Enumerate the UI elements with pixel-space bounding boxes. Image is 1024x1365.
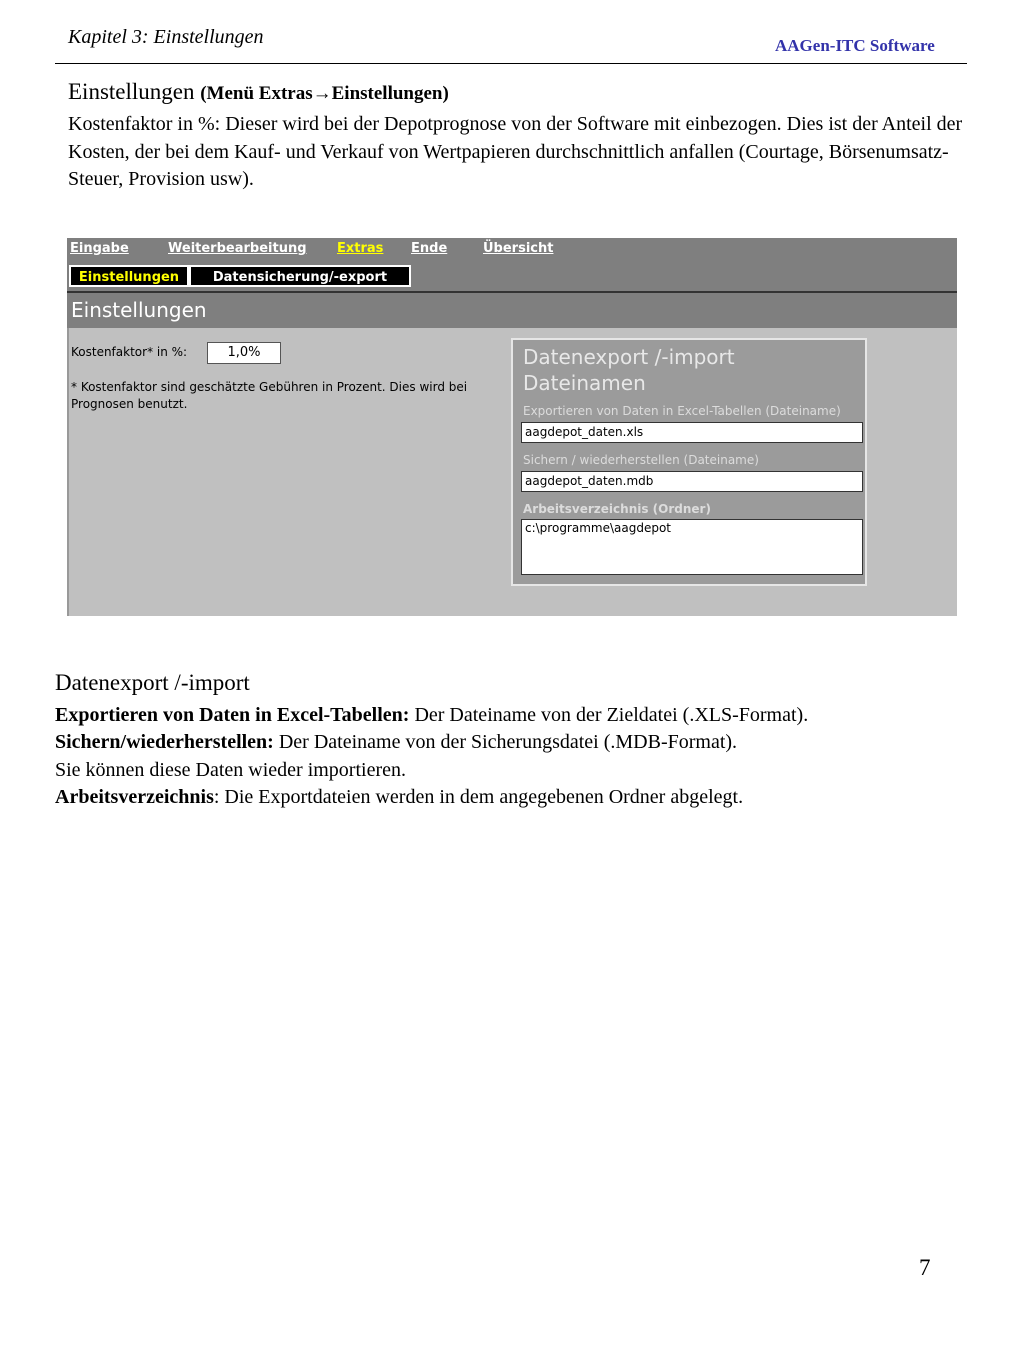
paragraph-import: Sie können diese Daten wieder importieren. <box>55 758 406 781</box>
backup-label: Sichern / wiederherstellen (Dateiname) <box>523 453 759 467</box>
app-screenshot <box>67 238 957 616</box>
menu-ende[interactable]: Ende <box>411 241 448 256</box>
left-edge <box>67 328 69 616</box>
kosten-input[interactable]: 1,0% <box>207 342 281 364</box>
term-folder: Arbeitsverzeichnis <box>55 785 214 808</box>
panel-title <box>523 344 735 396</box>
chapter-title: Kapitel 3: Einstellungen <box>68 26 264 48</box>
term-export: Exportieren von Daten in Excel-Tabellen: <box>55 704 410 726</box>
intro-paragraph: Kostenfaktor in %: Dieser wird bei der Depotprognose von der Software mit einbezogen. Dies ist der Anteil der Kosten, der bei dem Kauf- und Verkauf von Wertpapieren durchschnittlich anfallen (Courtage, Börsenumsatz-Steuer, Provision usw). <box>68 113 963 190</box>
paragraph-export <box>55 702 975 729</box>
text-backup: Der Dateiname von der Sicherungsdatei (.MDB-Format). <box>273 731 738 754</box>
header-rule <box>55 63 967 64</box>
menu-weiterbearbeitung[interactable]: Weiterbearbeitung <box>168 241 307 256</box>
page-title: Einstellungen <box>67 293 957 328</box>
menu-extras[interactable]: Extras <box>337 241 384 256</box>
export-filename-input[interactable]: aagdepot_daten.xls <box>521 422 863 443</box>
kosten-label: Kostenfaktor* in %: <box>71 345 188 359</box>
paragraph-backup <box>55 729 975 756</box>
kosten-note: * Kostenfaktor sind geschätzte Gebühren in Prozent. Dies wird bei Prognosen benutzt. <box>71 380 468 411</box>
section-heading-export: Datenexport /-import <box>55 670 250 695</box>
folder-label: Arbeitsverzeichnis (Ordner) <box>523 502 711 516</box>
export-panel <box>511 338 867 586</box>
tab-datensicherung[interactable]: Datensicherung/-export <box>189 265 411 287</box>
section-heading-settings <box>68 79 449 105</box>
tab-einstellungen[interactable]: Einstellungen <box>69 265 189 287</box>
panel-title-line1: Datenexport /-import <box>523 345 735 369</box>
heading-text: Einstellungen <box>68 79 201 104</box>
export-label: Exportieren von Daten in Excel-Tabellen (Dateiname) <box>523 404 841 418</box>
backup-filename-input[interactable]: aagdepot_daten.mdb <box>521 471 863 492</box>
folder-input[interactable]: c:\programme\aagdepot <box>521 519 863 575</box>
heading-menu-path: (Menü Extras→Einstellungen) <box>200 83 449 104</box>
menu-eingabe[interactable]: Eingabe <box>70 241 129 256</box>
text-folder: : Die Exportdateien werden in dem angegebenen Ordner abgelegt. <box>213 785 744 808</box>
paragraph-folder <box>55 784 975 811</box>
text-export: Der Dateiname von der Zieldatei (.XLS-Format). <box>409 704 809 726</box>
menu-uebersicht[interactable]: Übersicht <box>483 241 554 256</box>
term-backup: Sichern/wiederherstellen: <box>55 731 274 754</box>
export-description <box>55 702 975 811</box>
panel-title-line2: Dateinamen <box>523 371 646 395</box>
brand-name: AAGen-ITC Software <box>775 36 935 55</box>
page-number: 7 <box>919 1255 931 1280</box>
